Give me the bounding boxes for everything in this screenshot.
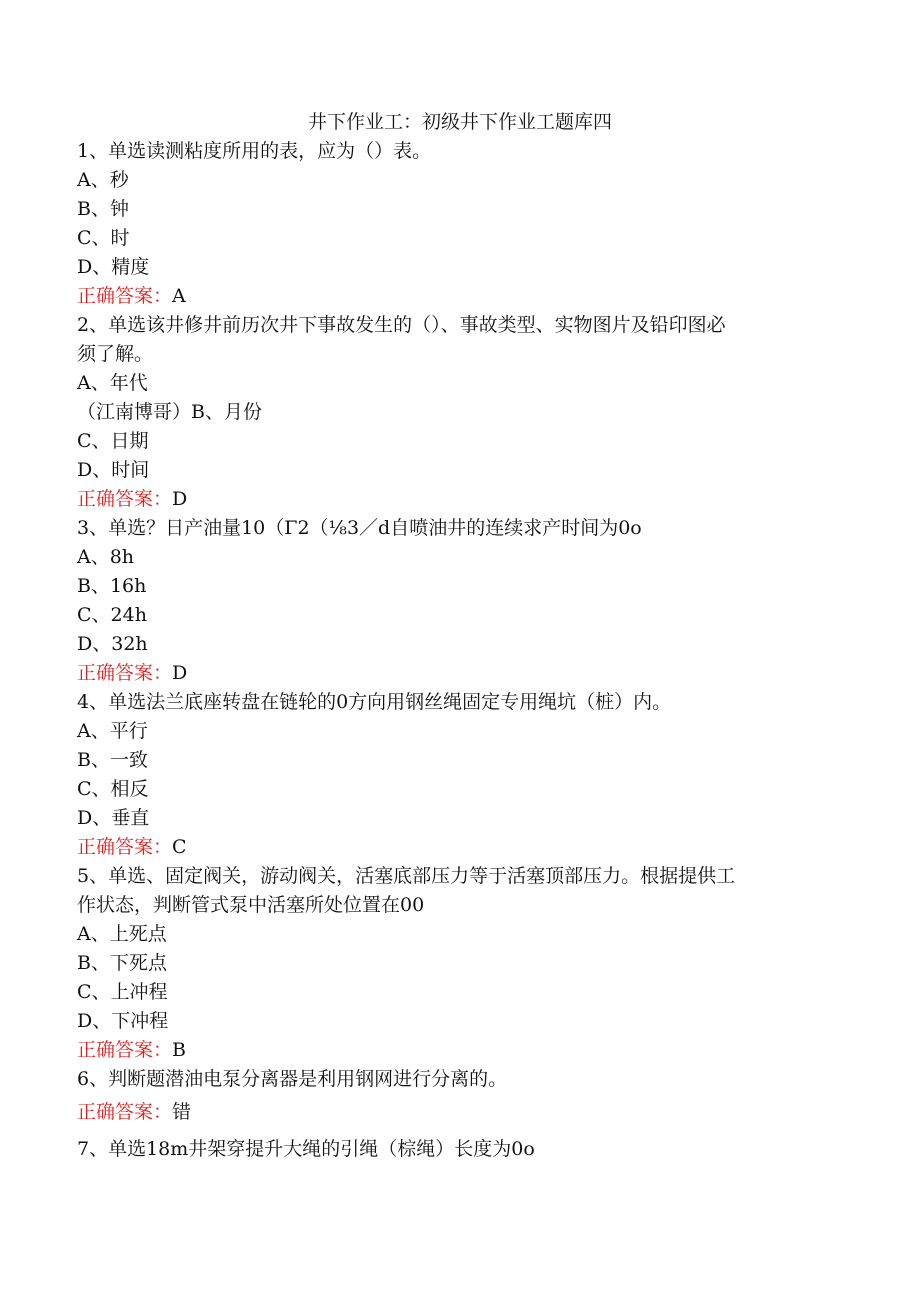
option-c: C、上冲程 (77, 981, 168, 1003)
option-c: C、24h (77, 604, 147, 626)
question-stem: 6、判断题潜油电泵分离器是利用钢网进行分离的。 (77, 1068, 508, 1090)
answer-label: 正确答案： (77, 836, 173, 858)
question-5 (77, 862, 837, 1065)
answer-value: D (172, 488, 188, 510)
option-c: C、相反 (77, 778, 149, 800)
answer-label: 正确答案： (77, 488, 173, 510)
question-1 (77, 137, 837, 311)
question-stem-line-2: 须了解。 (77, 343, 154, 365)
option-d: D、精度 (77, 256, 150, 278)
option-a: A、年代 (77, 372, 148, 394)
option-d: D、下冲程 (77, 1010, 169, 1032)
answer-label: 正确答案： (77, 1039, 173, 1061)
answer-value: D (172, 662, 188, 684)
correct-answer (77, 282, 837, 311)
option-a: A、平行 (77, 720, 148, 742)
option-d: D、垂直 (77, 807, 150, 829)
question-stem: 7、单选18m井架穿提升大绳的引绳（棕绳）长度为0o (77, 1138, 535, 1160)
question-6 (77, 1065, 837, 1127)
question-stem-line-1: 2、单选该井修井前历次井下事故发生的（）、事故类型、实物图片及铅印图必 (77, 314, 726, 336)
option-d: D、时间 (77, 459, 150, 481)
option-b: B、下死点 (77, 952, 167, 974)
option-b: B、16h (77, 575, 147, 597)
option-b: （江南博哥）B、月份 (77, 401, 262, 423)
answer-label: 正确答案： (77, 662, 173, 684)
option-b: B、一致 (77, 749, 148, 771)
option-a: A、8h (77, 546, 135, 568)
answer-label: 正确答案： (77, 285, 173, 307)
option-b: B、钟 (77, 198, 129, 220)
answer-value: A (172, 285, 186, 307)
question-stem-line-2: 作状态，判断管式泵中活塞所处位置在00 (77, 894, 425, 916)
option-c: C、时 (77, 227, 130, 249)
option-a: A、上死点 (77, 923, 167, 945)
correct-answer (77, 659, 837, 688)
question-4 (77, 688, 837, 862)
option-d: D、32h (77, 633, 148, 655)
option-c: C、日期 (77, 430, 149, 452)
question-stem: 4、单选法兰底座转盘在链轮的0方向用钢丝绳固定专用绳坑（桩）内。 (77, 691, 672, 713)
correct-answer (77, 1098, 837, 1127)
option-a: A、秒 (77, 169, 129, 191)
correct-answer (77, 833, 837, 862)
answer-value: 错 (172, 1101, 192, 1123)
answer-value: B (172, 1039, 186, 1061)
question-stem: 3、单选？日产油量10（Γ2（⅛3／d自喷油井的连续求产时间为0o (77, 517, 642, 539)
document-title: 井下作业工：初级井下作业工题库四 (307, 111, 612, 133)
correct-answer (77, 1036, 837, 1065)
correct-answer (77, 485, 837, 514)
question-list (77, 137, 837, 1164)
answer-label: 正确答案： (77, 1101, 173, 1123)
answer-value: C (172, 836, 187, 858)
question-stem: 1、单选读测粘度所用的表，应为（）表。 (77, 140, 432, 162)
question-3 (77, 514, 837, 688)
question-2 (77, 311, 837, 514)
question-stem-line-1: 5、单选、固定阀关，游动阀关，活塞底部压力等于活塞顶部压力。根据提供工 (77, 865, 736, 887)
question-7 (77, 1135, 837, 1164)
